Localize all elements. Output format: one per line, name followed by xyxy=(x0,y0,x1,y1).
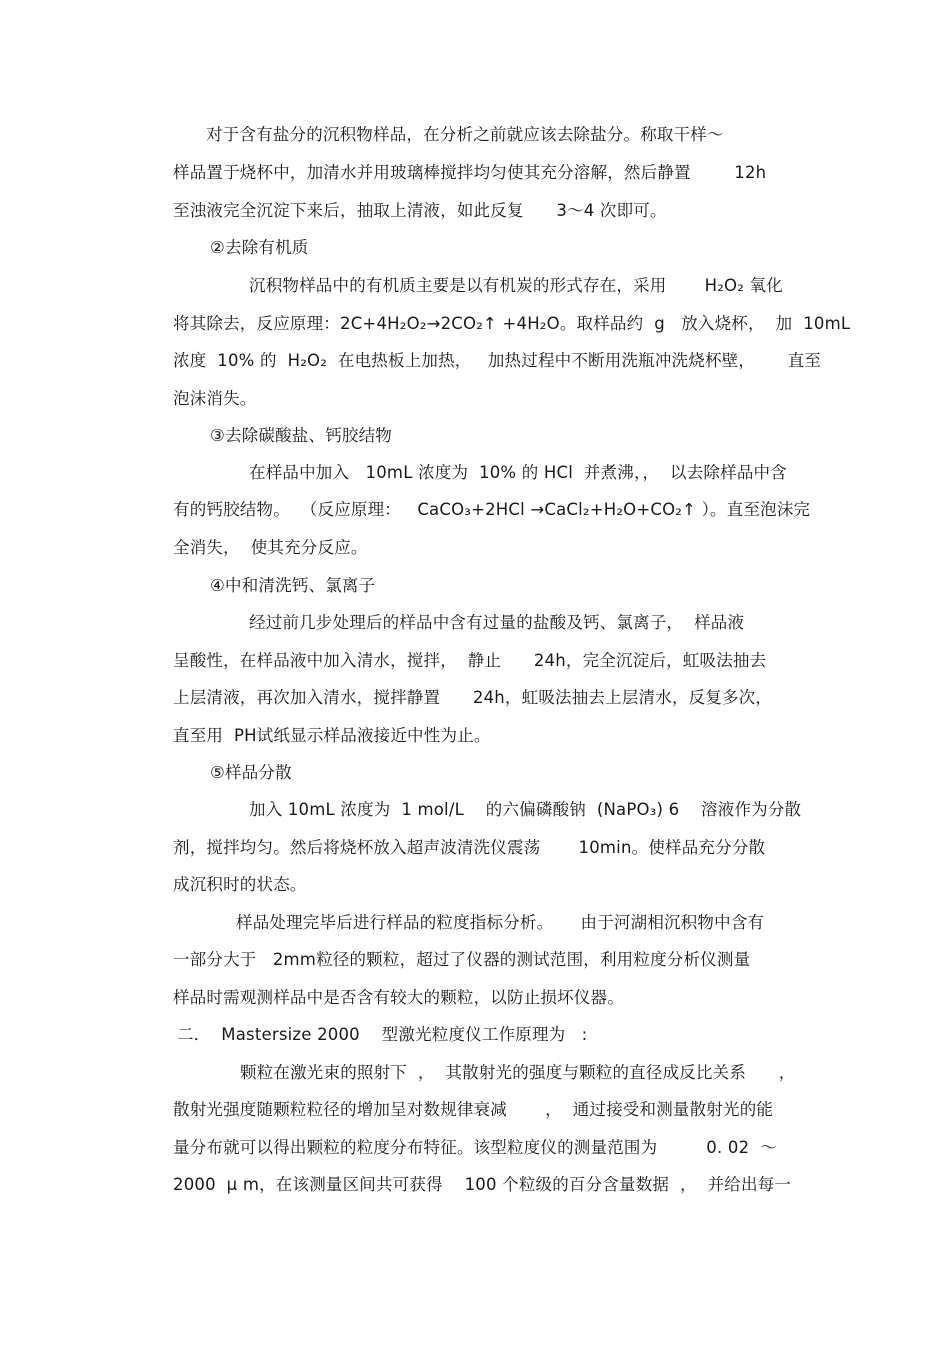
section-heading: 二． Mastersize 2000 型激光粒度仪工作原理为 : xyxy=(177,1025,588,1044)
text-line: 样品置于烧杯中，加清水并用玻璃棒搅拌均匀使其充分溶解，然后静置 12h xyxy=(173,163,767,182)
text-line: 全消失， 使其充分反应。 xyxy=(173,538,368,557)
text-line: 浓度 10% 的 H₂O₂ 在电热板上加热， 加热过程中不断用洗瓶冲洗烧杯壁， 直至 xyxy=(173,351,822,370)
text-line: 上层清液，再次加入清水，搅拌静置 24h，虹吸法抽去上层清水，反复多次， xyxy=(173,688,773,707)
text-line: 泡沫消失。 xyxy=(173,389,257,408)
text-line: 将其除去，反应原理：2C+4H₂O₂→2CO₂↑ +4H₂O。取样品约 g 放入烧杯， 加 10mL xyxy=(173,314,851,333)
text-line: 散射光强度随颗粒粒径的增加呈对数规律衰减 ， 通过接受和测量散射光的能 xyxy=(173,1100,774,1119)
text-line: 颗粒在激光束的照射下 ， 其散射光的强度与颗粒的直径成反比关系 ， xyxy=(240,1063,796,1082)
text-line: 有的钙胶结物。 （反应原理： CaCO₃+2HCl →CaCl₂+H₂O+CO₂↑ ）。直至泡沫完 xyxy=(173,500,811,519)
text-line: 直至用 PH试纸显示样品液接近中性为止。 xyxy=(173,726,491,745)
text-line: 至浊液完全沉淀下来后，抽取上清液，如此反复 3～4 次即可。 xyxy=(173,201,667,220)
text-line: 对于含有盐分的沉积物样品，在分析之前就应该去除盐分。称取干样～ xyxy=(206,125,724,144)
text-line: 2000 μ m，在该测量区间共可获得 100 个粒级的百分含量数据 ， 并给出每一 xyxy=(173,1175,792,1194)
text-line: 样品处理完毕后进行样品的粒度指标分析。 由于河湖相沉积物中含有 xyxy=(236,913,765,932)
text-line: 在样品中加入 10mL 浓度为 10% 的 HCl 并煮沸，， 以去除样品中含 xyxy=(249,463,787,482)
text-line: 呈酸性，在样品液中加入清水，搅拌， 静止 24h，完全沉淀后，虹吸法抽去 xyxy=(173,651,767,670)
text-line: 量分布就可以得出颗粒的粒度分布特征。该型粒度仪的测量范围为 0. 02 ～ xyxy=(173,1138,777,1157)
text-line: 一部分大于 2mm粒径的颗粒，超过了仪器的测试范围，利用粒度分析仪测量 xyxy=(173,950,751,969)
text-line: 加入 10mL 浓度为 1 mol/L 的六偏磷酸钠 (NaPO₃) 6 溶液作为分散 xyxy=(249,800,802,819)
text-line: 样品时需观测样品中是否含有较大的颗粒，以防止损坏仪器。 xyxy=(173,988,624,1007)
text-line: 沉积物样品中的有机质主要是以有机炭的形式存在，采用 H₂O₂ 氧化 xyxy=(249,276,783,295)
text-line: 经过前几步处理后的样品中含有过量的盐酸及钙、氯离子， 样品液 xyxy=(249,613,745,632)
text-line: 成沉积时的状态。 xyxy=(173,875,307,894)
section-heading: ②去除有机质 xyxy=(210,238,309,257)
section-heading: ③去除碳酸盐、钙胶结物 xyxy=(210,426,392,445)
section-heading: ④中和清洗钙、氯离子 xyxy=(210,576,376,595)
section-heading: ⑤样品分散 xyxy=(210,763,292,782)
text-line: 剂，搅拌均匀。然后将烧杯放入超声波清洗仪震荡 10min。使样品充分分散 xyxy=(173,838,766,857)
